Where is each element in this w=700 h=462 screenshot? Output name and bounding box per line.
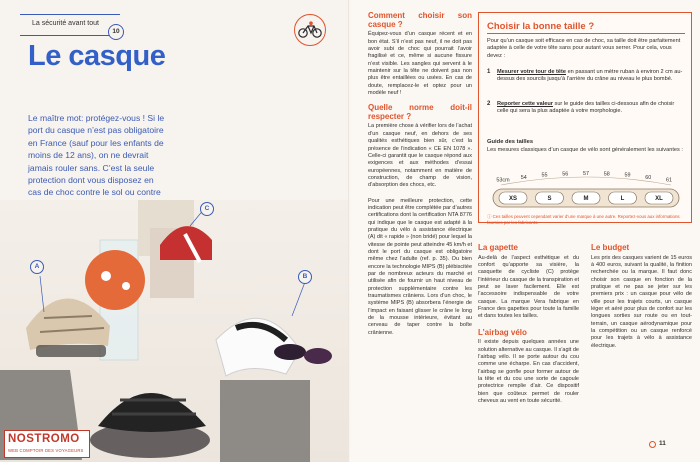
size-pill-label: XL: [655, 196, 663, 203]
step-2-number: 2: [487, 101, 491, 107]
cm-label: 60: [645, 174, 652, 181]
step-1-key: Mesurer votre tour de tête: [497, 69, 567, 75]
page-number: 11: [659, 440, 666, 447]
callout-b: B: [298, 270, 312, 284]
size-pill-label: XS: [508, 196, 518, 203]
callout-c: C: [200, 202, 214, 216]
helmets-photo: [0, 200, 350, 462]
logo-tagline: WEB COMPTOIR DES VOYAGEURS: [8, 448, 84, 453]
size-note-text: Ces tailles peuvent cependant varier d’une marque à une autre. Reportez-vous aux informations fournies par les fabricants.: [487, 214, 680, 225]
section-tag-label: La sécurité avant tout: [32, 20, 99, 27]
size-gauge: [487, 167, 685, 211]
heading-norm: Quelle norme doit-il respecter ?: [368, 103, 472, 121]
heading-budget: Le budget: [591, 243, 630, 252]
step-1-text: en passant un mètre ruban à environ 2 cm au-dessus des sourcils jusqu’à l’arrière du crâne au niveau le plus bombé.: [497, 69, 683, 83]
cm-label: 59: [624, 172, 631, 179]
chapter-number: 10: [108, 24, 124, 40]
size-pill-label: L: [620, 196, 625, 203]
size-box-divider: [487, 33, 685, 34]
column-gapette: [478, 244, 579, 405]
size-guide-box: [478, 12, 692, 223]
guide-title: Guide des tailles: [487, 139, 534, 145]
intro-paragraph: Le maître mot: protégez-vous ! Si le port du casque n’est pas obligatoire en France (sauf pour les enfants de moins de 12 ans), on ne devrait jamais rouler sans. C’est la seule protection dont vous disposez en cas de choc contre le sol ou contre: [28, 113, 165, 198]
right-page: [350, 0, 700, 462]
page-number-icon: [649, 441, 656, 448]
cm-label: 53cm: [496, 177, 510, 184]
step-1-number: 1: [487, 69, 491, 75]
guide-text: Les mesures classiques d’un casque de vélo sont généralement les suivantes :: [487, 147, 683, 153]
heading-airbag: L’airbag vélo: [478, 327, 527, 337]
paragraph-how-to-choose: Équipez-vous d’un casque récent et en bon état. S’il n’est pas neuf, il ne doit pas avoir subi de choc qui pourrait l’avoir fragilisé et ce, même si aucune fissure n’est visible. Les sangles qui servent à le maintenir sur la tête ne doivent pas non plus être entaillées ou usées. En cas de doute, remplacez-le et optez pour un modèle neuf !: [368, 31, 472, 96]
callout-a: A: [30, 260, 44, 274]
paragraph-gapette: Au-delà de l’aspect esthétique et du confort qu’apporte sa visière, la casquette de cycliste (C) protège l’intérieur du casque de la transpiration et peut se laver facilement. Elle est l’accessoire indispensable de votre casque. La marque Vera fabrique en France des gapettes pour toute la famille et dans toutes les tailles.: [478, 254, 579, 320]
nostromo-logo: [4, 430, 90, 458]
column-how-to-choose: [368, 12, 472, 337]
paragraph-norm: La première chose à vérifier lors de l’achat d’un casque neuf, en dehors de ses qualités esthétiques bien sûr, c’est la présence de l’indication « CE EN 1078 ». Celle-ci garantit que le casque répond aux exigences et aux méthodes d’essai européennes, notamment en matière de construction, de champ de vision, d’absorption des chocs, etc.: [368, 123, 472, 189]
paragraph-certifications: Pour une meilleure protection, cette indication peut être complétée par d’autres certifications dont la certification NTA 8776 qui indique que le casque est adapté à la pratique du vélo à assistance électrique (A) dit « rapide » (non bridé) pour lequel la vitesse de pointe peut atteindre 45 km/h et dont le port du casque est obligatoire même chez l’adulte (ref. p. 35). Ou bien encore la technologie MIPS (B) plébiscitée par de nombreux acteurs du marché et utilisée afin de fournir un haut niveau de protection supplémentaire contre les traumatismes crâniens. Lors d’un choc, le système MIPS (B) absorbera l’énergie de l’impact en faisant glisser le crâne le long de la mousse intérieure, évitant au cerveau de taper contre la boîte crânienne.: [368, 197, 472, 336]
column-budget: [591, 244, 692, 350]
paragraph-budget: Les prix des casques varient de 15 euros à 400 euros, suivant la qualité, la finition recherchée ou la marque. Il faut donc choisir son casque en fonction de la pratique et ne pas se jeter sur les premiers prix : un casque pour vélo de ville pour les trajets courts, un casque léger et aéré pour plus de confort sur les longues sorties sur route ou en tout-terrain, un casque aérodynamique pour la compétition ou un casque renforcé pour les trajets à vélo à assistance électrique.: [591, 254, 692, 349]
cm-label: 61: [666, 177, 672, 184]
cm-label: 55: [541, 172, 548, 179]
paragraph-airbag: Il existe depuis quelques années une solution alternative au casque. Il s’agit de l’airbag vélo. Il se porte autour du cou comme une écharpe. En cas d’accident, l’airbag se gonfle pour former autour de la tête et du cou une sorte de cagoule protectrice remplie d’air. Ce dispositif bien que coûteux permet de rouler cheveux au vent en toute sécurité.: [478, 339, 579, 405]
info-icon: ⓘ: [487, 214, 493, 219]
cm-label: 57: [583, 171, 589, 177]
bicycle-icon: [294, 14, 326, 46]
step-2-key: Reporter cette valeur: [497, 101, 553, 107]
heading-how-to-choose: Comment choisir son casque ?: [368, 11, 472, 29]
size-pill-label: S: [547, 196, 552, 203]
logo-name: NOSTROMO: [8, 433, 80, 445]
cm-label: 58: [603, 171, 610, 178]
size-box-intro: Pour qu’un casque soit efficace en cas de choc, sa taille doit être parfaitement adaptée à celle de votre tête sans pour autant vous serrer. Pour cela, vous devez :: [487, 38, 681, 59]
section-tag: [20, 14, 120, 36]
heading-gapette: La gapette: [478, 243, 519, 252]
size-note: [487, 214, 685, 226]
page-title: Le casque: [28, 40, 166, 72]
size-pill-label: M: [583, 196, 589, 203]
cm-label: 54: [520, 174, 527, 181]
cm-label: 56: [562, 171, 569, 178]
step-2-text: sur le guide des tailles ci-dessous afin de choisir celle qui sera la plus adaptée à votre morphologie.: [497, 101, 675, 115]
size-box-title: Choisir la bonne taille ?: [487, 21, 595, 32]
